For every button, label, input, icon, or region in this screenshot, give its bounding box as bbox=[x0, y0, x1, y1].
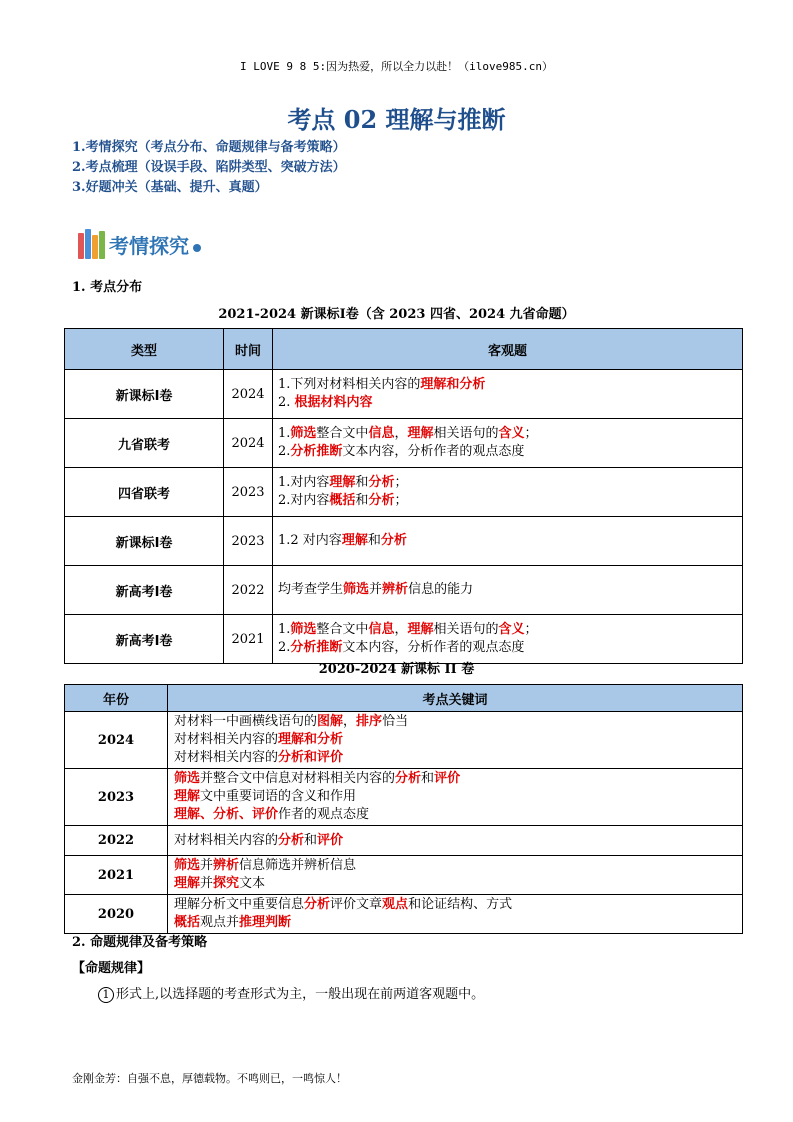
text: 整合文中 bbox=[316, 622, 369, 637]
text: ； bbox=[524, 622, 538, 637]
exam-year: 2022 bbox=[224, 566, 273, 615]
toc-item[interactable]: 2.考点梳理（设误手段、陷阱类型、突破方法） bbox=[72, 160, 346, 175]
objective-question bbox=[273, 566, 743, 615]
keyword: 分析推断 bbox=[290, 640, 343, 655]
text: 和 bbox=[355, 475, 369, 490]
page-footer: 金刚金芳：自强不息，厚德载物。不鸣则已，一鸣惊人！ bbox=[72, 1072, 347, 1085]
exam-year: 2024 bbox=[224, 370, 273, 419]
objective-question bbox=[273, 370, 743, 419]
column-header: 客观题 bbox=[273, 329, 743, 370]
exam-year: 2021 bbox=[224, 615, 273, 664]
table-row bbox=[65, 769, 743, 826]
text: 并 bbox=[200, 858, 214, 873]
text: 和 bbox=[367, 533, 381, 548]
table-header-row bbox=[65, 329, 743, 370]
keyword: 分析 bbox=[304, 897, 331, 912]
exam-type: 新高考Ⅰ卷 bbox=[65, 566, 224, 615]
text: 文本内容，分析作者的观点态度 bbox=[342, 444, 525, 459]
text: ； bbox=[524, 426, 538, 441]
objective-question bbox=[273, 419, 743, 468]
table-row bbox=[65, 712, 743, 769]
objective-question bbox=[273, 468, 743, 517]
keyword: 理解 bbox=[329, 475, 356, 490]
keyword: 概括 bbox=[329, 493, 356, 508]
text: 相关语句的 bbox=[433, 426, 499, 441]
keyword: 理解 bbox=[407, 426, 434, 441]
text: 恰当 bbox=[382, 714, 409, 729]
keyword: 筛选 bbox=[174, 858, 201, 873]
circled-number: 1 bbox=[98, 987, 114, 1003]
text: ； bbox=[394, 493, 408, 508]
text: ， bbox=[343, 714, 357, 729]
keyword: 理解 bbox=[174, 876, 201, 891]
keyword: 理解和分析 bbox=[420, 377, 486, 392]
text: 整合文中 bbox=[316, 426, 369, 441]
text: 和论证结构、方式 bbox=[408, 897, 513, 912]
keyword: 筛选 bbox=[343, 582, 370, 597]
text: 2. bbox=[278, 395, 295, 410]
table-row bbox=[65, 895, 743, 934]
table-header-row bbox=[65, 685, 743, 712]
keywords-cell bbox=[168, 856, 743, 895]
text: 信息的能力 bbox=[408, 582, 474, 597]
keyword: 辨析 bbox=[382, 582, 409, 597]
row-year: 2022 bbox=[65, 826, 168, 856]
keyword-table bbox=[64, 684, 743, 934]
section-heading: 1. 考点分布 bbox=[72, 280, 143, 295]
keyword: 理解、分析、评价 bbox=[174, 807, 279, 822]
column-header: 年份 bbox=[65, 685, 168, 712]
table-caption: 2020-2024 新课标 II 卷 bbox=[318, 662, 475, 677]
text: 2. bbox=[278, 640, 291, 655]
page-header: I LOVE 9 8 5:因为热爱，所以全力以赴！（ilove985.cn） bbox=[240, 60, 553, 73]
table-row bbox=[65, 419, 743, 468]
text: 均考查学生 bbox=[278, 582, 344, 597]
text: 1. bbox=[278, 426, 291, 441]
keyword: 含义 bbox=[498, 426, 525, 441]
column-header: 考点关键词 bbox=[168, 685, 743, 712]
keyword: 筛选 bbox=[290, 426, 317, 441]
table-row bbox=[65, 826, 743, 856]
text: 信息筛选并辨析信息 bbox=[239, 858, 357, 873]
text: 对材料一中画横线语句的 bbox=[174, 714, 318, 729]
row-year: 2024 bbox=[65, 712, 168, 769]
text: 1.下列对材料相关内容的 bbox=[278, 377, 421, 392]
dot-icon bbox=[193, 244, 201, 252]
keyword: 筛选 bbox=[174, 771, 201, 786]
keyword: 分析 bbox=[368, 475, 395, 490]
table-row bbox=[65, 370, 743, 419]
text: 2.对内容 bbox=[278, 493, 330, 508]
text: 和 bbox=[355, 493, 369, 508]
text: 和 bbox=[421, 771, 435, 786]
keyword: 分析推断 bbox=[290, 444, 343, 459]
keyword: 理解和分析 bbox=[278, 732, 344, 747]
text: 并整合文中信息对材料相关内容的 bbox=[200, 771, 396, 786]
text: 和 bbox=[304, 832, 318, 848]
toc-item[interactable]: 1.考情探究（考点分布、命题规律与备考策略） bbox=[72, 140, 346, 155]
text: 文本内容，分析作者的观点态度 bbox=[342, 640, 525, 655]
section-heading: 2. 命题规律及备考策略 bbox=[72, 935, 208, 950]
table-row bbox=[65, 615, 743, 664]
keyword: 评价 bbox=[434, 771, 461, 786]
text: 对材料相关内容的 bbox=[174, 732, 279, 747]
keyword: 图解 bbox=[317, 714, 344, 729]
table-row bbox=[65, 566, 743, 615]
keyword: 评价 bbox=[317, 832, 344, 848]
rule-heading: 【命题规律】 bbox=[72, 961, 151, 976]
keyword: 探究 bbox=[213, 876, 240, 891]
exam-year: 2024 bbox=[224, 419, 273, 468]
exam-year: 2023 bbox=[224, 468, 273, 517]
text: 相关语句的 bbox=[433, 622, 499, 637]
exam-type: 九省联考 bbox=[65, 419, 224, 468]
objective-question bbox=[273, 615, 743, 664]
text: 文本 bbox=[239, 876, 266, 891]
table-row bbox=[65, 856, 743, 895]
text: 作者的观点态度 bbox=[278, 807, 370, 822]
keyword: 辨析 bbox=[213, 858, 240, 873]
rule-paragraph bbox=[98, 983, 484, 1003]
exam-distribution-table bbox=[64, 328, 743, 664]
keyword: 根据材料内容 bbox=[294, 395, 373, 410]
keywords-cell bbox=[168, 895, 743, 934]
keyword: 概括 bbox=[174, 915, 201, 930]
keyword: 筛选 bbox=[290, 622, 317, 637]
rule-text: 形式上,以选择题的考查形式为主，一般出现在前两道客观题中。 bbox=[116, 987, 485, 1002]
keyword: 推理判断 bbox=[239, 915, 292, 930]
exam-type: 新课标Ⅰ卷 bbox=[65, 370, 224, 419]
text: 评价文章 bbox=[330, 897, 383, 912]
keyword: 信息 bbox=[368, 622, 395, 637]
keywords-cell bbox=[168, 826, 743, 856]
table-caption: 2021-2024 新课标Ⅰ卷（含 2023 四省、2024 九省命题） bbox=[218, 307, 575, 322]
keywords-cell bbox=[168, 712, 743, 769]
column-header: 时间 bbox=[224, 329, 273, 370]
keyword: 分析 bbox=[278, 832, 305, 848]
text: 文中重要词语的含义和作用 bbox=[200, 789, 357, 804]
objective-question bbox=[273, 517, 743, 566]
banner-title: 考情探究 bbox=[109, 233, 189, 258]
row-year: 2023 bbox=[65, 769, 168, 826]
text: ， bbox=[394, 622, 408, 637]
keyword: 理解 bbox=[341, 533, 368, 548]
text: 理解分析文中重要信息 bbox=[174, 897, 305, 912]
text: 并 bbox=[369, 582, 383, 597]
keyword: 理解 bbox=[407, 622, 434, 637]
text: 1.2 对内容 bbox=[278, 533, 342, 548]
row-year: 2021 bbox=[65, 856, 168, 895]
row-year: 2020 bbox=[65, 895, 168, 934]
keyword: 分析 bbox=[395, 771, 422, 786]
keyword: 分析 bbox=[380, 533, 407, 548]
keyword: 理解 bbox=[174, 789, 201, 804]
text: ； bbox=[394, 475, 408, 490]
table-row bbox=[65, 468, 743, 517]
text: 并 bbox=[200, 876, 214, 891]
text: 观点并 bbox=[200, 915, 240, 930]
keyword: 排序 bbox=[356, 714, 383, 729]
text: 对材料相关内容的 bbox=[174, 832, 279, 848]
table-row bbox=[65, 517, 743, 566]
keyword: 分析 bbox=[368, 493, 395, 508]
text: 2. bbox=[278, 444, 291, 459]
exam-type: 新高考Ⅰ卷 bbox=[65, 615, 224, 664]
page-title: 考点 02 理解与推断 bbox=[287, 105, 506, 134]
text: 1. bbox=[278, 622, 291, 637]
section-banner bbox=[78, 229, 201, 259]
text: 对材料相关内容的 bbox=[174, 750, 279, 765]
text: 1.对内容 bbox=[278, 475, 330, 490]
exam-year: 2023 bbox=[224, 517, 273, 566]
table-of-contents bbox=[72, 138, 346, 198]
keyword: 含义 bbox=[498, 622, 525, 637]
books-icon bbox=[78, 229, 105, 259]
keywords-cell bbox=[168, 769, 743, 826]
toc-item[interactable]: 3.好题冲关（基础、提升、真题） bbox=[72, 180, 268, 195]
exam-type: 四省联考 bbox=[65, 468, 224, 517]
exam-type: 新课标Ⅰ卷 bbox=[65, 517, 224, 566]
column-header: 类型 bbox=[65, 329, 224, 370]
keyword: 观点 bbox=[382, 897, 409, 912]
text: ， bbox=[394, 426, 408, 441]
keyword: 信息 bbox=[368, 426, 395, 441]
keyword: 分析和评价 bbox=[278, 750, 344, 765]
